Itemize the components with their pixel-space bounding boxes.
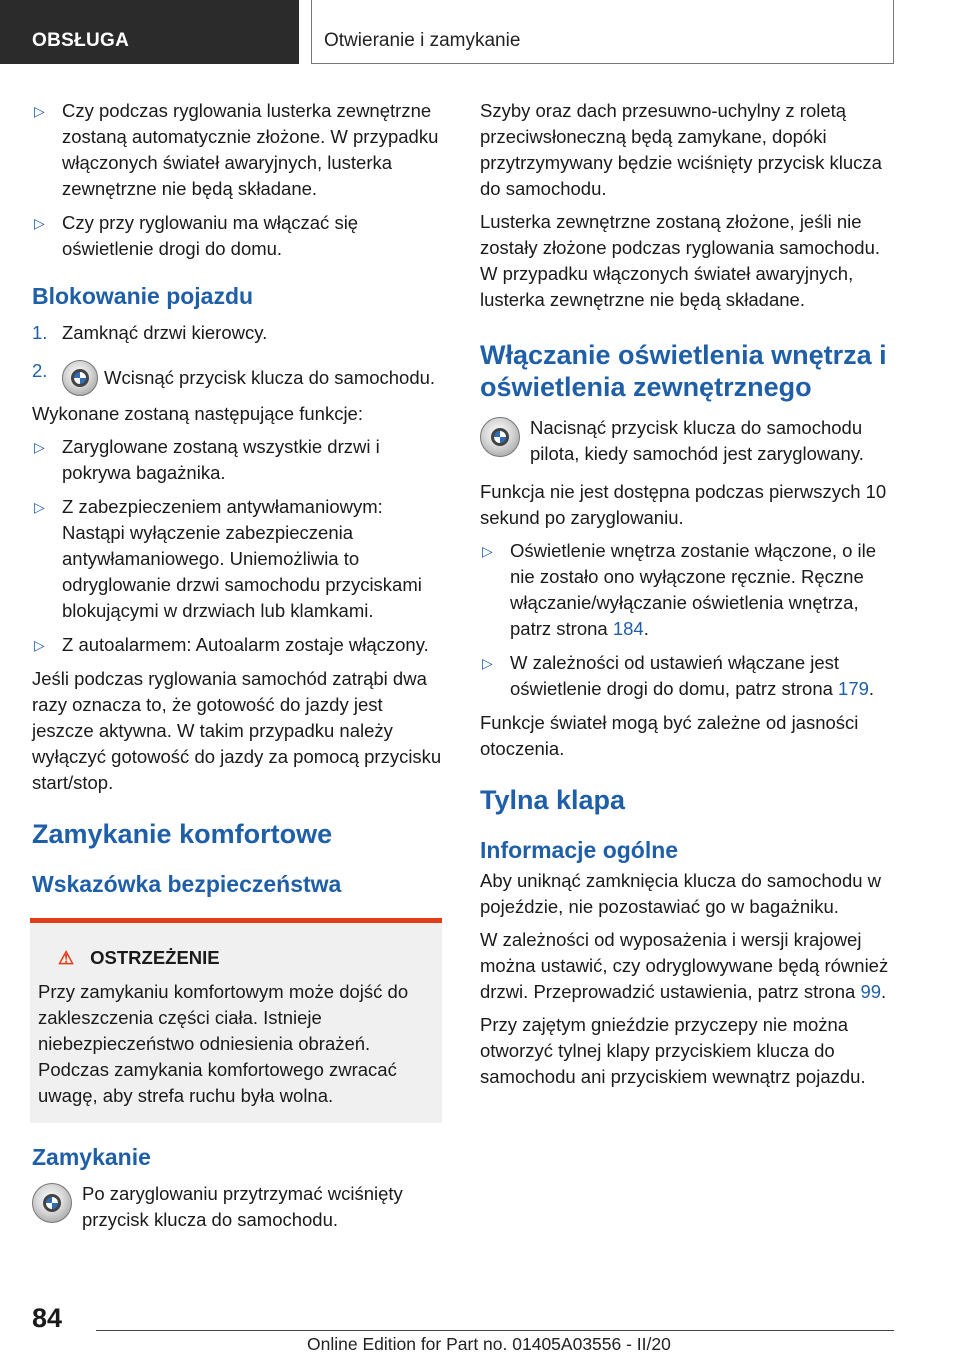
key-instruction <box>32 1181 448 1233</box>
paragraph <box>480 927 892 1005</box>
chapter-header <box>311 0 894 64</box>
list-item-text-end: . <box>643 618 649 639</box>
warning-title-text: OSTRZEŻENIE <box>90 947 220 968</box>
paragraph: Funkcja nie jest dostępna podczas pierwszych 10 sekund po zaryglowaniu. <box>480 481 887 528</box>
page-number: 84 <box>32 1303 63 1333</box>
paragraph: Funkcje świateł mogą być zależne od jasności otoczenia. <box>480 712 859 759</box>
step-item <box>32 358 448 394</box>
section-label: OBSŁUGA <box>32 30 130 51</box>
page-link[interactable]: 99 <box>860 981 882 1002</box>
warning-icon: ⚠ <box>58 948 75 968</box>
step-number: 1. <box>32 322 48 343</box>
list-item <box>32 98 448 202</box>
heading-wskazowka: Wskazówka bezpieczeństwa <box>32 871 342 897</box>
list-item <box>480 650 892 702</box>
paragraph-text: W zależności od wyposażenia i wersji krajowej można ustawić, czy odryglowywane będą również drzwi. Przeprowadzić ustawienia, patrz strona <box>480 929 889 1002</box>
warning-title <box>38 945 434 971</box>
list-item <box>32 210 448 262</box>
list-item-text: Czy przy ryglowaniu ma włączać się oświetlenie drogi do domu. <box>62 212 359 259</box>
key-button-icon <box>480 417 520 457</box>
list-item-text: W zależności od ustawień włączane jest oświetlenie drogi do domu, patrz strona <box>510 652 840 699</box>
page-link[interactable]: 179 <box>838 678 869 699</box>
right-column <box>480 98 892 1097</box>
list-item-text: Czy podczas ryglowania lusterka zewnętrzne zostaną automatycznie złożone. W przypadku włączonych świateł awaryjnych, lusterka zewnętrzne nie będą składane. <box>62 100 439 199</box>
heading-zamykanie: Zamykanie <box>32 1144 151 1170</box>
list-item <box>32 494 448 624</box>
heading-tylna-klapa: Tylna klapa <box>480 785 626 815</box>
paragraph: Szyby oraz dach przesuwno-uchylny z roletą przeciwsłoneczną będą zamykane, dopóki przytrzymywany będzie wciśnięty przycisk klucza do samochodu. <box>480 100 882 199</box>
paragraph: Przy zajętym gnieździe przyczepy nie można otworzyć tylnej klapy przyciskiem klucza do samochodu ani przyciskiem wewnątrz pojazdu. <box>480 1014 866 1087</box>
key-instruction-text: Nacisnąć przycisk klucza do samochodu pilota, kiedy samochód jest zaryglowany. <box>530 417 864 464</box>
list-item-text-end: . <box>868 678 875 699</box>
warning-box <box>30 918 442 1123</box>
heading-wlaczanie-oswietlenia: Włączanie oświetlenia wnętrza i oświetlenia zewnętrznego <box>480 340 887 402</box>
step-number: 2. <box>32 360 48 381</box>
paragraph: Aby uniknąć zamknięcia klucza do samochodu w pojeździe, nie pozostawiać go w bagażniku. <box>480 870 882 917</box>
bullet-triangle-icon: ▷ <box>482 543 493 559</box>
step-text: Wcisnąć przycisk klucza do samochodu. <box>104 367 436 388</box>
key-instruction-text: Po zaryglowaniu przytrzymać wciśnięty przycisk klucza do samochodu. <box>82 1183 403 1230</box>
step-text: Zamknąć drzwi kierowcy. <box>62 322 268 343</box>
left-column <box>32 98 448 1245</box>
page-link[interactable]: 184 <box>612 618 644 639</box>
heading-blokowanie: Blokowanie pojazdu <box>32 283 254 309</box>
list-item-text: Z autoalarmem: Autoalarm zostaje włączony. <box>62 634 429 655</box>
bullet-triangle-icon: ▷ <box>34 439 45 455</box>
footer-divider <box>96 1330 894 1331</box>
bullet-triangle-icon: ▷ <box>34 215 45 231</box>
key-instruction <box>480 415 892 467</box>
heading-informacje-ogolne: Informacje ogólne <box>480 837 679 863</box>
list-item <box>480 538 892 642</box>
bullet-triangle-icon: ▷ <box>34 499 45 515</box>
list-item-text: Oświetlenie wnętrza zostanie włączone, o ile nie zostało ono wyłączone ręcznie. Ręczne włączanie/wyłączanie oświetlenia wnętrza, patrz strona <box>510 540 877 639</box>
warning-text: Przy zamykaniu komfortowym może dojść do zakleszczenia części ciała. Istnieje niebezpieczeństwo odniesienia obrażeń. Podczas zamykania komfortowego zwracać uwagę, aby strefa ruchu była wolna. <box>38 981 409 1106</box>
heading-zamykanie-komfortowe: Zamykanie komfortowe <box>32 819 333 849</box>
bullet-triangle-icon: ▷ <box>482 655 493 671</box>
paragraph: Lusterka zewnętrzne zostaną złożone, jeśli nie zostały złożone podczas ryglowania samochodu. W przypadku włączonych świateł awaryjnych, lusterka zewnętrzne nie będą składane. <box>480 211 881 310</box>
bullet-triangle-icon: ▷ <box>34 637 45 653</box>
chapter-title: Otwieranie i zamykanie <box>324 30 521 51</box>
list-item <box>32 434 448 486</box>
paragraph: Jeśli podczas ryglowania samochód zatrąbi dwa razy oznacza to, że gotowość do jazdy jest jeszcze aktywna. W takim przypadku należy wyłączyć gotowość do jazdy za pomocą przycisku start/stop. <box>32 668 442 793</box>
key-button-icon <box>32 1183 72 1223</box>
list-item-text: Z zabezpieczeniem antywłamaniowym: Nastąpi wyłączenie zabezpieczenia antywłamaniowego. Uniemożliwia to odryglowanie drzwi samochodu przyciskami blokującymi w drzwiach lub klamkami. <box>62 496 422 621</box>
paragraph-text-end: . <box>881 981 887 1002</box>
step-item <box>32 320 448 346</box>
list-item-text: Zaryglowane zostaną wszystkie drzwi i pokrywa bagażnika. <box>62 436 380 483</box>
list-item <box>32 632 448 658</box>
edition-text: Online Edition for Part no. 01405A03556 - II/20 <box>307 1334 671 1354</box>
functions-intro: Wykonane zostaną następujące funkcje: <box>32 403 363 424</box>
section-tab <box>0 0 299 64</box>
key-button-icon <box>62 360 98 396</box>
bullet-triangle-icon: ▷ <box>34 103 45 119</box>
